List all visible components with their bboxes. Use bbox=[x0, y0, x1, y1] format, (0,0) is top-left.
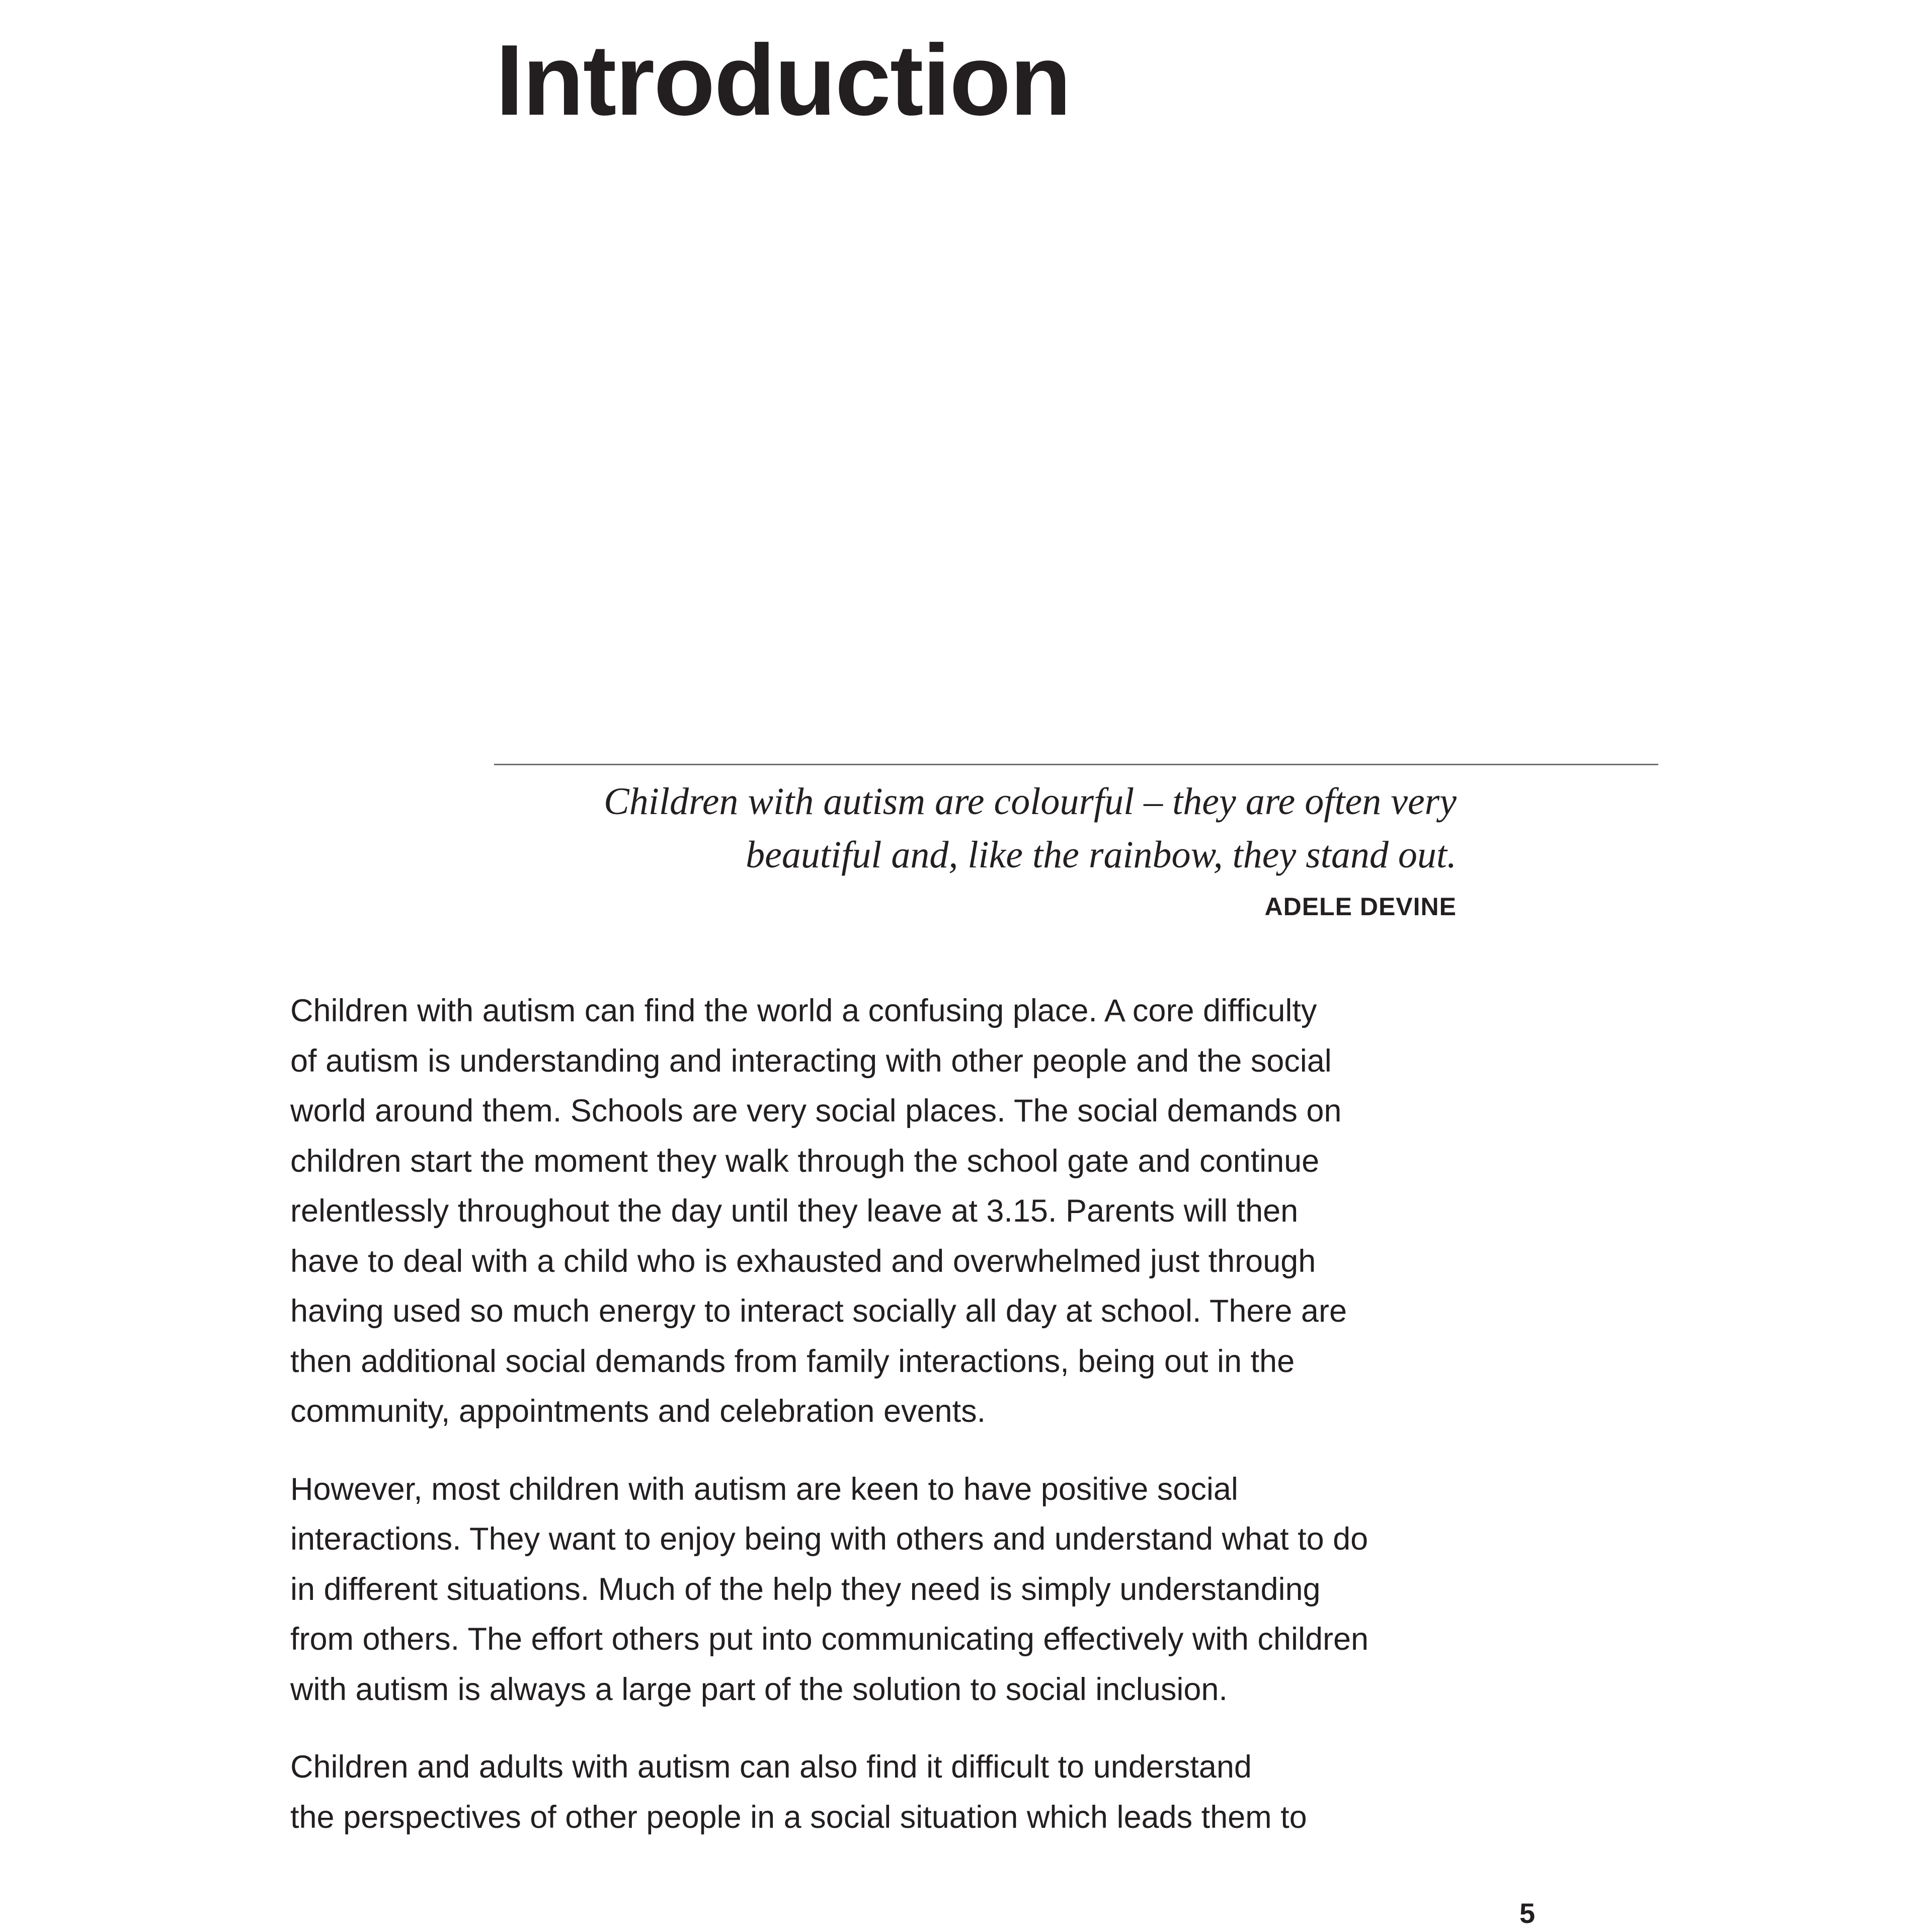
paragraph bbox=[290, 986, 1508, 1437]
text-line: Children and adults with autism can also find it difficult to understand bbox=[290, 1749, 1252, 1785]
text-line: have to deal with a child who is exhausted and overwhelmed just through bbox=[290, 1243, 1316, 1279]
text-line: the perspectives of other people in a social situation which leads them to bbox=[290, 1799, 1307, 1835]
body-text bbox=[290, 986, 1508, 1870]
epigraph-line: Children with autism are colourful – they are often very bbox=[604, 780, 1457, 823]
text-line: interactions. They want to enjoy being with others and understand what to do bbox=[290, 1521, 1369, 1557]
text-line: in different situations. Much of the help they need is simply understanding bbox=[290, 1571, 1321, 1607]
epigraph bbox=[553, 775, 1457, 922]
text-line: then additional social demands from family interactions, being out in the bbox=[290, 1343, 1295, 1379]
text-line: Children with autism can find the world a confusing place. A core difficulty bbox=[290, 993, 1317, 1028]
paragraph bbox=[290, 1742, 1508, 1842]
text-line: of autism is understanding and interacting with other people and the social bbox=[290, 1043, 1332, 1079]
text-line: with autism is always a large part of the solution to social inclusion. bbox=[290, 1671, 1228, 1707]
epigraph-divider bbox=[494, 764, 1658, 765]
page-number: 5 bbox=[1519, 1897, 1536, 1929]
text-line: having used so much energy to interact socially all day at school. There are bbox=[290, 1294, 1347, 1329]
page-title: Introduction bbox=[496, 24, 1071, 136]
text-line: children start the moment they walk through the school gate and continue bbox=[290, 1143, 1320, 1179]
text-line: from others. The effort others put into communicating effectively with children bbox=[290, 1622, 1369, 1657]
text-line: world around them. Schools are very social places. The social demands on bbox=[290, 1093, 1342, 1129]
text-line: relentlessly throughout the day until they leave at 3.15. Parents will then bbox=[290, 1193, 1299, 1229]
text-line: However, most children with autism are keen to have positive social bbox=[290, 1471, 1238, 1507]
epigraph-attribution: ADELE DEVINE bbox=[1264, 893, 1457, 921]
paragraph bbox=[290, 1465, 1508, 1715]
text-line: community, appointments and celebration events. bbox=[290, 1394, 986, 1429]
epigraph-line: beautiful and, like the rainbow, they stand out. bbox=[746, 834, 1457, 876]
